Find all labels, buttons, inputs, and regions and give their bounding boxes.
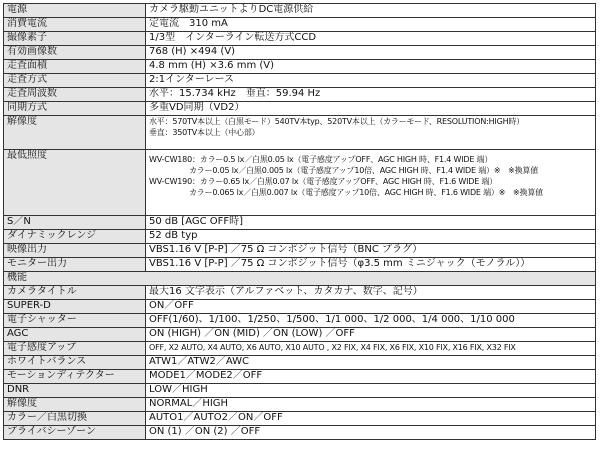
row-label: 有効画像数	[4, 46, 146, 60]
row-label: ダイナミックレンジ	[4, 230, 146, 244]
table-row	[4, 398, 596, 412]
row-label: 電子シャッター	[4, 314, 146, 328]
row-label: モーションディテクター	[4, 370, 146, 384]
row-label: 解像度	[4, 116, 146, 150]
row-value: VBS1.16 V [P-P] ／75 Ω コンポジット信号（φ3.5 mm ミニジャック（モノラル））	[146, 258, 596, 272]
table-row	[4, 328, 596, 342]
row-value: 50 dB [AGC OFF時]	[146, 216, 596, 230]
row-label: SUPER-D	[4, 300, 146, 314]
table-row	[4, 18, 596, 32]
row-label: ホワイトバランス	[4, 356, 146, 370]
table-row	[4, 258, 596, 272]
table-row	[4, 342, 596, 356]
row-value: ON／OFF	[146, 300, 596, 314]
row-label: 最低照度	[4, 150, 146, 216]
row-value: 水平：15.734 kHz 垂直：59.94 Hz	[146, 88, 596, 102]
table-row	[4, 300, 596, 314]
row-label: プライバシーゾーン	[4, 426, 146, 440]
table-row	[4, 370, 596, 384]
row-value: 4.8 mm (H) ×3.6 mm (V)	[146, 60, 596, 74]
row-label: 電源	[4, 4, 146, 18]
row-value: OFF, X2 AUTO, X4 AUTO, X6 AUTO, X10 AUTO , X2 FIX, X4 FIX, X6 FIX, X10 FIX, X16 FIX, X32 FIX	[146, 342, 596, 356]
row-value: 多重VD同期（VD2）	[146, 102, 596, 116]
table-row	[4, 216, 596, 230]
row-label: カメラタイトル	[4, 286, 146, 300]
row-value	[146, 150, 596, 216]
row-value: ATW1／ATW2／AWC	[146, 356, 596, 370]
value-line: WV-CW190：カラー0.65 lx／白黒0.07 lx（電子感度アップOFF、AGC HIGH 時、F1.6 WIDE 端）	[149, 177, 498, 186]
table-row	[4, 244, 596, 258]
row-label: 解像度	[4, 398, 146, 412]
row-value: 768 (H) ×494 (V)	[146, 46, 596, 60]
table-row	[4, 102, 596, 116]
row-value: 52 dB typ	[146, 230, 596, 244]
table-row	[4, 230, 596, 244]
value-line: 水平：570TV本以上（白黒モード）540TV本typ、520TV本以上（カラーモード、RESOLUTION:HIGH時）	[149, 117, 524, 126]
row-label: カラー／白黒切換	[4, 412, 146, 426]
row-value: LOW／HIGH	[146, 384, 596, 398]
value-line: 垂直：350TV本以上（中心部）	[149, 128, 260, 137]
row-value: ON (HIGH) ／ON (MID) ／ON (LOW) ／OFF	[146, 328, 596, 342]
table-row	[4, 74, 596, 88]
row-value: MODE1／MODE2／OFF	[146, 370, 596, 384]
table-row	[4, 384, 596, 398]
row-value: ON (1) ／ON (2) ／OFF	[146, 426, 596, 440]
row-value: AUTO1／AUTO2／ON／OFF	[146, 412, 596, 426]
row-label: 映像出力	[4, 244, 146, 258]
row-value	[146, 116, 596, 150]
value-line: WV-CW180：カラー0.5 lx／白黒0.05 lx（電子感度アップOFF、AGC HIGH 時、F1.4 WIDE 端）	[149, 155, 493, 164]
row-label: 撮像素子	[4, 32, 146, 46]
value-line: カラー0.065 lx／白黒0.007 lx（電子感度アップ10倍、AGC HIGH 時、F1.6 WIDE 端）※ ※換算値	[189, 188, 543, 197]
row-value: カメラ駆動ユニットよりDC電源供給	[146, 4, 596, 18]
row-label: 同期方式	[4, 102, 146, 116]
table-row	[4, 286, 596, 300]
table-row	[4, 60, 596, 74]
row-value: NORMAL／HIGH	[146, 398, 596, 412]
row-label: 走査方式	[4, 74, 146, 88]
section-row	[4, 272, 596, 286]
row-label: 電子感度アップ	[4, 342, 146, 356]
table-row	[4, 46, 596, 60]
row-value: 定電流 310 mA	[146, 18, 596, 32]
table-row	[4, 4, 596, 18]
row-label: 走査周波数	[4, 88, 146, 102]
row-label: 走査面積	[4, 60, 146, 74]
table-row	[4, 426, 596, 440]
table-row	[4, 356, 596, 370]
table-row	[4, 412, 596, 426]
table-row	[4, 314, 596, 328]
row-value: VBS1.16 V [P-P] ／75 Ω コンポジット信号（BNC プラグ）	[146, 244, 596, 258]
row-label: S／N	[4, 216, 146, 230]
row-label: AGC	[4, 328, 146, 342]
table-row	[4, 116, 596, 150]
row-value: OFF(1/60)、1/100、1/250、1/500、1/1 000、1/2 000、1/4 000、1/10 000	[146, 314, 596, 328]
row-label: モニター出力	[4, 258, 146, 272]
row-value: 2:1インターレース	[146, 74, 596, 88]
row-value: 1/3型 インターライン転送方式CCD	[146, 32, 596, 46]
row-label: DNR	[4, 384, 146, 398]
row-value: 最大16 文字表示（アルファベット、カタカナ、数字、記号）	[146, 286, 596, 300]
value-line: カラー0.05 lx／白黒0.005 lx（電子感度アップ10倍、AGC HIGH 時、F1.4 WIDE 端）※ ※換算値	[189, 166, 539, 175]
table-row	[4, 150, 596, 216]
table-row	[4, 88, 596, 102]
table-row	[4, 32, 596, 46]
spec-table	[3, 3, 596, 440]
section-title: 機能	[4, 272, 596, 286]
row-label: 消費電流	[4, 18, 146, 32]
